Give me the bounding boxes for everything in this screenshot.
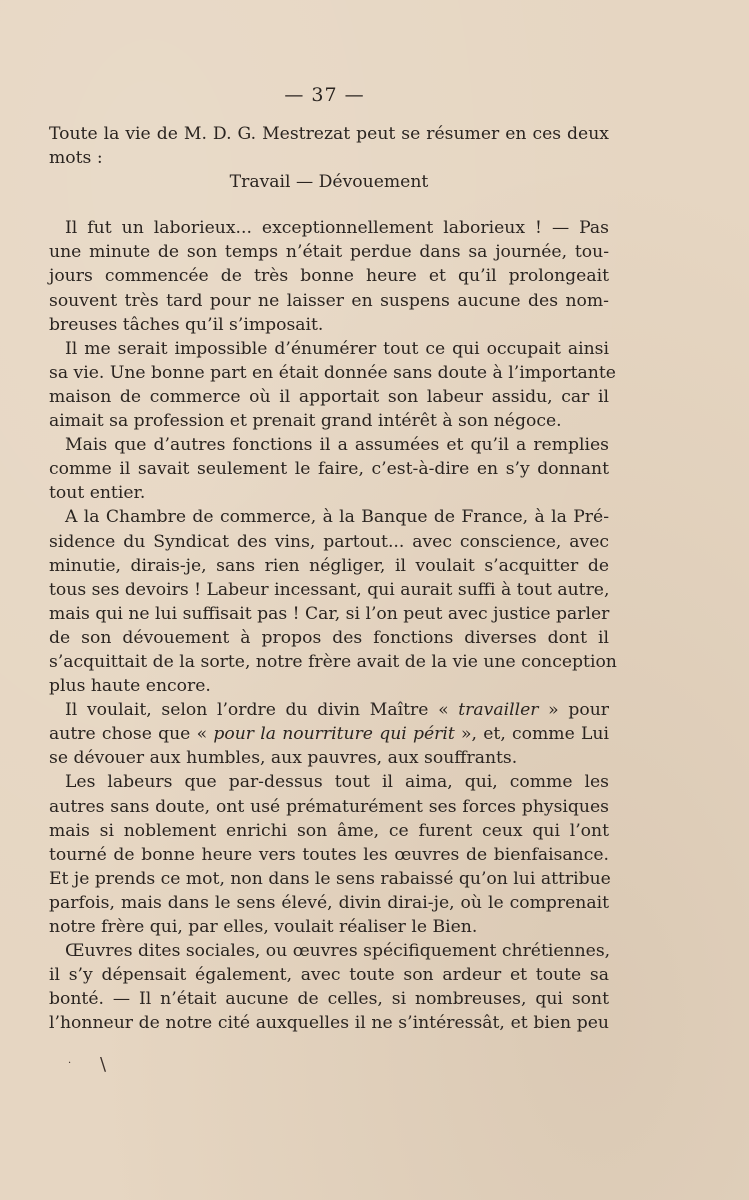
paragraph-line: souvent très tard pour ne laisser en suspens aucune des nom- bbox=[49, 290, 609, 311]
paragraph-line: mais qui ne lui suffisait pas ! Car, si l’on peut avec justice parler bbox=[49, 603, 610, 624]
opening-line: Toute la vie de M. D. G. Mestrezat peut se résumer en ces deux bbox=[49, 124, 609, 144]
paragraph-line: tourné de bonne heure vers toutes les œuvres de bienfaisance. bbox=[49, 844, 609, 865]
ink-speck: · bbox=[68, 1058, 72, 1069]
line-text: » pour bbox=[538, 700, 609, 721]
paragraph-line: mais si noblement enrichi son âme, ce furent ceux qui l’ont bbox=[49, 820, 609, 841]
paragraph-line: sidence du Syndicat des vins, partout... avec conscience, avec bbox=[49, 531, 609, 552]
paragraph-line bbox=[49, 698, 609, 722]
paragraph-line: de son dévouement à propos des fonctions diverses dont il bbox=[49, 627, 609, 648]
paragraph-line: notre frère qui, par elles, voulait réaliser le Bien. bbox=[49, 917, 478, 937]
paragraph-line: s’acquittait de la sorte, notre frère avait de la vie une conception bbox=[49, 651, 617, 672]
motto: Travail — Dévouement bbox=[229, 172, 429, 193]
paragraph-line: parfois, mais dans le sens élevé, divin dirai-je, où le comprenait bbox=[49, 892, 609, 913]
paragraph-line: minutie, dirais-je, sans rien négliger, il voulait s’acquitter de bbox=[49, 555, 609, 576]
line-text: autre chose que « bbox=[49, 724, 214, 745]
paragraph-line: Mais que d’autres fonctions il a assumées et qu’il a remplies bbox=[65, 435, 609, 456]
paragraph-line: jours commencée de très bonne heure et qu’il prolongeait bbox=[49, 266, 609, 287]
body-text bbox=[49, 122, 617, 1035]
paragraph-line: maison de commerce où il apportait son labeur assidu, car il bbox=[49, 386, 609, 407]
paragraph-line: une minute de son temps n’était perdue dans sa journée, tou- bbox=[49, 242, 609, 263]
paragraph-line: Il me serait impossible d’énumérer tout ce qui occupait ainsi bbox=[65, 338, 609, 359]
ink-mark: \ bbox=[100, 1054, 107, 1075]
paragraph-line: sa vie. Une bonne part en était donnée sans doute à l’importante bbox=[49, 362, 616, 383]
paragraph-line: comme il savait seulement le faire, c’est-à-dire en s’y donnant bbox=[49, 459, 609, 480]
paragraph-line: breuses tâches qu’il s’imposait. bbox=[49, 314, 324, 335]
quotation: pour la nourriture qui périt bbox=[213, 724, 455, 745]
paragraph-line: autres sans doute, ont usé prématurément ses forces physiques bbox=[49, 796, 609, 817]
paragraph-line: Et je prends ce mot, non dans le sens rabaissé qu’on lui attribue bbox=[49, 868, 611, 889]
paragraph-line bbox=[49, 722, 609, 746]
paragraph-line: Les labeurs que par-dessus tout il aima, qui, comme les bbox=[65, 772, 609, 793]
paragraph-line: l’honneur de notre cité auxquelles il ne s’intéressât, et bien peu bbox=[49, 1013, 609, 1034]
paragraph-line: Œuvres dites sociales, ou œuvres spécifiquement chrétiennes, bbox=[65, 941, 611, 962]
quotation: travailler bbox=[458, 700, 539, 721]
line-text: », et, comme Lui bbox=[454, 724, 609, 745]
page-number: — 37 — bbox=[284, 84, 365, 106]
paragraph-line: tous ses devoirs ! Labeur incessant, qui aurait suffi à tout autre, bbox=[49, 579, 610, 600]
line-text: Il voulait, selon l’ordre du divin Maître « bbox=[65, 700, 459, 721]
spacer bbox=[49, 194, 609, 216]
paragraph-line: se dévouer aux humbles, aux pauvres, aux souffrants. bbox=[49, 748, 518, 769]
paragraph-line: bonté. — Il n’était aucune de celles, si nombreuses, qui sont bbox=[49, 989, 609, 1010]
paragraph-line: il s’y dépensait également, avec toute son ardeur et toute sa bbox=[49, 965, 609, 986]
opening-line: mots : bbox=[49, 148, 103, 169]
paragraph-line: A la Chambre de commerce, à la Banque de France, à la Pré- bbox=[65, 507, 609, 528]
paragraph-line: aimait sa profession et prenait grand intérêt à son négoce. bbox=[49, 411, 562, 432]
paragraph-line: plus haute encore. bbox=[49, 676, 211, 697]
paragraph-line: tout entier. bbox=[49, 483, 146, 504]
paragraph-line: Il fut un laborieux... exceptionnellement laborieux ! — Pas bbox=[65, 218, 609, 239]
